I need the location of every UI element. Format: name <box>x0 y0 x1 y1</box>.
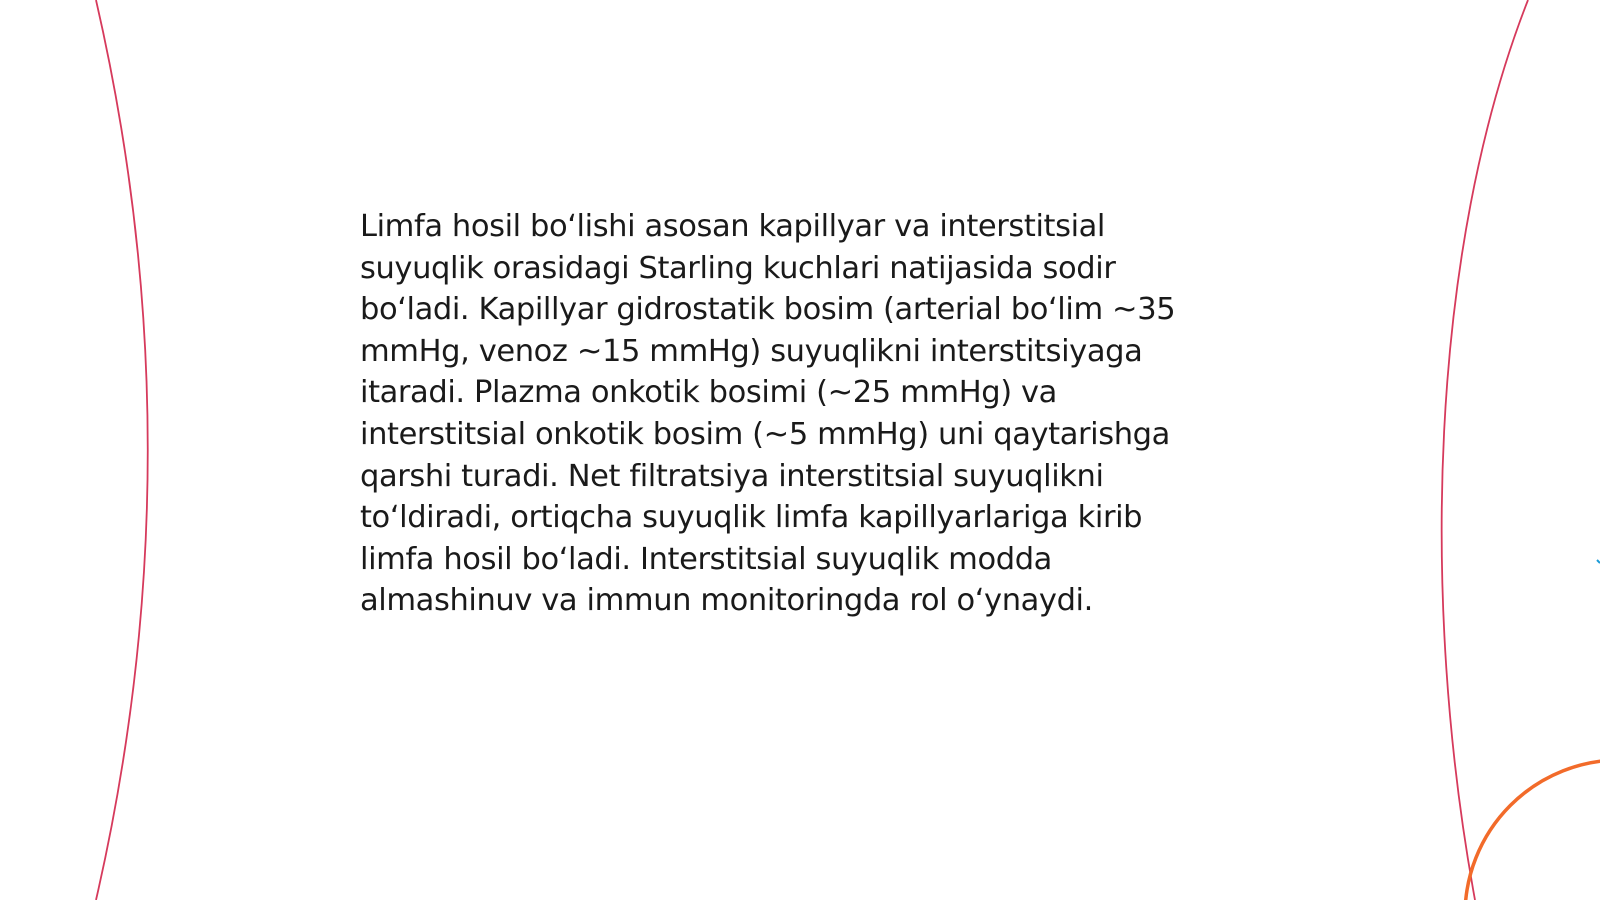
body-line: boʻladi. Kapillyar gidrostatik bosim (arterial boʻlim ~35 <box>360 292 1176 328</box>
right-arc <box>1442 0 1528 900</box>
body-line: itaradi. Plazma onkotik bosimi (~25 mmHg) va <box>360 375 1057 411</box>
body-line: limfa hosil boʻladi. Interstitsial suyuqlik modda <box>360 541 1052 577</box>
body-paragraph <box>360 206 1260 622</box>
corner-circle <box>1465 760 1600 900</box>
body-line: interstitsial onkotik bosim (~5 mmHg) uni qaytarishga <box>360 416 1170 452</box>
body-line: mmHg, venoz ~15 mmHg) suyuqlikni interstitsiyaga <box>360 333 1143 369</box>
body-line: toʻldiradi, ortiqcha suyuqlik limfa kapillyarlariga kirib <box>360 500 1143 536</box>
left-arc <box>96 0 148 900</box>
body-line: almashinuv va immun monitoringda rol oʻynaydi. <box>360 583 1093 619</box>
body-line: suyuqlik orasidagi Starling kuchlari natijasida sodir <box>360 250 1116 286</box>
body-line: Limfa hosil boʻlishi asosan kapillyar va interstitsial <box>360 209 1106 244</box>
body-line: qarshi turadi. Net filtratsiya interstitsial suyuqlikni <box>360 458 1104 494</box>
